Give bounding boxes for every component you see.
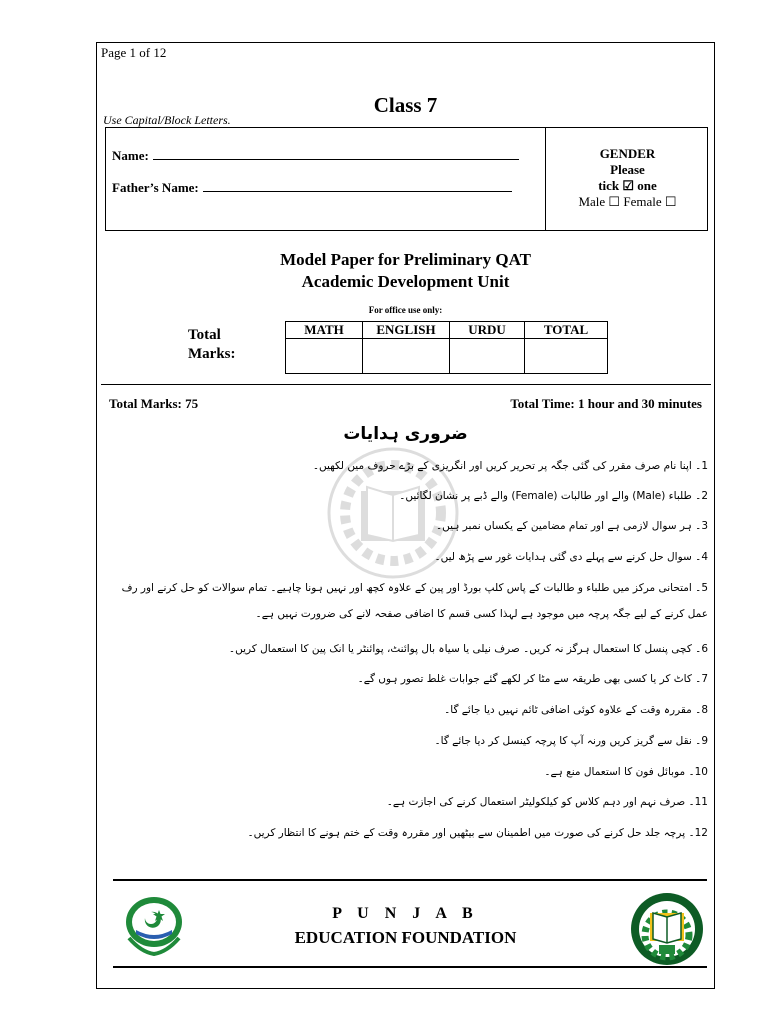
page-number: Page 1 of 12 xyxy=(101,45,167,60)
total-marks-label xyxy=(188,326,236,364)
paper-title-line1: Model Paper for Preliminary QAT xyxy=(280,250,531,269)
gender-tick-instruction: tick ☑ one xyxy=(598,178,657,193)
name-field[interactable] xyxy=(112,147,519,164)
footer-top-rule xyxy=(113,879,707,881)
total-time: Total Time: 1 hour and 30 minutes xyxy=(510,396,702,411)
marks-table xyxy=(285,321,608,374)
marks-header-english: ENGLISH xyxy=(363,322,450,339)
father-name-label: Father’s Name: xyxy=(112,180,199,195)
instruction-item: 9۔ نقل سے گریز کریں ورنہ آپ کا پرچہ کینسل کر دیا جائے گا۔ xyxy=(434,735,708,747)
marks-cell-urdu[interactable] xyxy=(450,339,525,374)
footer-punjab: P U N J A B xyxy=(332,905,479,922)
pef-logo-icon xyxy=(628,891,706,967)
name-label: Name: xyxy=(112,148,149,163)
marks-cell-math[interactable] xyxy=(286,339,363,374)
gender-checkboxes[interactable]: Male ☐ Female ☐ xyxy=(578,194,677,209)
instruction-item: 8۔ مقررہ وقت کے علاوہ کوئی اضافی ٹائم نہیں دیا جائے گا۔ xyxy=(444,704,708,716)
instructions-title: ضروری ہدایات xyxy=(343,424,468,444)
marks-header-urdu: URDU xyxy=(450,322,525,339)
footer-education-foundation: EDUCATION FOUNDATION xyxy=(294,928,517,947)
instruction-item: 7۔ کاٹ کر یا کسی بھی طریقہ سے مٹا کر لکھے گئے جوابات غلط تصور ہوں گے۔ xyxy=(357,673,708,685)
exam-page xyxy=(96,42,715,989)
instruction-item: 4۔ سوال حل کرنے سے پہلے دی گئی ہدایات غور سے پڑھ لیں۔ xyxy=(434,551,708,563)
name-line[interactable] xyxy=(153,147,519,160)
instruction-item: 12۔ پرچہ جلد حل کرنے کی صورت میں اطمینان سے بیٹھیں اور مقررہ وقت کے ختم ہونے کا انتظار کریں۔ xyxy=(247,827,708,839)
gender-section xyxy=(546,128,709,230)
capital-letters-note: Use Capital/Block Letters. xyxy=(103,113,231,127)
name-section xyxy=(106,128,546,230)
gender-please: Please xyxy=(610,162,645,177)
marks-header-total: TOTAL xyxy=(525,322,608,339)
office-use-label: For office use only: xyxy=(368,305,443,315)
marks-cell-total[interactable] xyxy=(525,339,608,374)
marks-header-math: MATH xyxy=(286,322,363,339)
punjab-government-logo-icon xyxy=(121,892,187,958)
total-marks-label-2: Marks: xyxy=(188,346,236,362)
instruction-item: 3۔ ہر سوال لازمی ہے اور تمام مضامین کے یکساں نمبر ہیں۔ xyxy=(435,520,708,532)
father-name-field[interactable] xyxy=(112,179,512,196)
instruction-item: 5۔ امتحانی مرکز میں طلباء و طالبات کے پاس کلپ بورڈ اور پین کے علاوہ کچھ اور نہیں ہونا چاہیے۔ تمام سوالات کو حل کرنے اور رف عمل کرنے کے لیے جگہ پرچہ میں موجود ہے لہذا کسی قسم کا اضافی صفحہ لانے کی ضرورت نہیں ہے۔ xyxy=(121,582,708,620)
paper-title-line2: Academic Development Unit xyxy=(301,272,510,291)
instruction-item: 10۔ موبائل فون کا استعمال منع ہے۔ xyxy=(544,766,708,778)
instruction-item: 1۔ اپنا نام صرف مقرر کی گئی جگہ پر تحریر کریں اور انگریزی کے بڑے حروف میں لکھیں۔ xyxy=(312,460,708,472)
instruction-item: 6۔ کچی پنسل کا استعمال ہرگز نہ کریں۔ صرف نیلی یا سیاہ بال پوائنٹ، پوائنٹر یا انک پین کا استعمال کریں۔ xyxy=(228,643,708,655)
paper-title xyxy=(97,249,714,293)
class-title: Class 7 xyxy=(373,93,438,117)
instruction-item: 11۔ صرف نہم اور دہم کلاس کو کیلکولیٹر استعمال کرنے کی اجازت ہے۔ xyxy=(386,796,708,808)
total-marks: Total Marks: 75 xyxy=(109,396,199,411)
footer-bottom-rule xyxy=(113,966,707,968)
instruction-item: 2۔ طلباء (Male) والے اور طالبات (Female) والے ڈبے پر نشان لگائیں۔ xyxy=(399,490,708,502)
student-info-box xyxy=(105,127,708,231)
marks-cell-english[interactable] xyxy=(363,339,450,374)
divider xyxy=(101,384,711,385)
father-name-line[interactable] xyxy=(203,179,512,192)
total-marks-label-1: Total xyxy=(188,327,221,343)
gender-title: GENDER xyxy=(599,146,656,161)
